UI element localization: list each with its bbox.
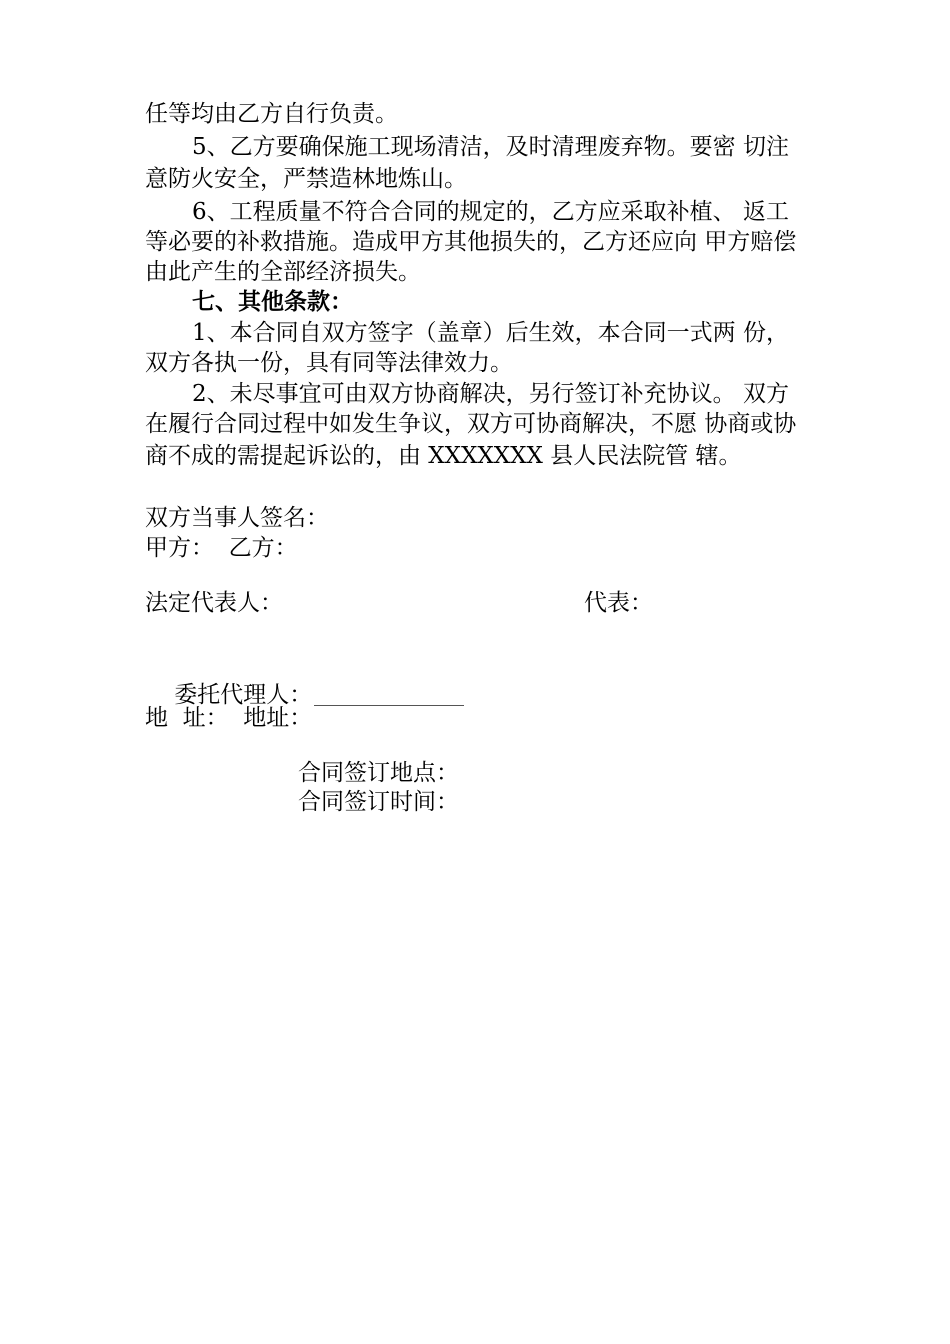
signing-place-label: 合同签订地点： xyxy=(298,760,459,786)
representative-label: 代表： xyxy=(584,590,653,616)
legal-representative-label: 法定代表人： xyxy=(145,590,283,616)
item-2-line-1: 2、未尽事宜可由双方协商解决，另行签订补充协议。 双方 xyxy=(192,381,789,407)
clause-6-line-3: 由此产生的全部经济损失。 xyxy=(145,259,421,285)
item-2-line-2: 在履行合同过程中如发生争议，双方可协商解决，不愿 协商或协 xyxy=(145,411,797,437)
clause-5-line-1: 5、乙方要确保施工现场清洁，及时清理废弃物。要密 切注 xyxy=(192,134,789,160)
item-2-line-3: 商不成的需提起诉讼的，由 XXXXXXX 县人民法院管 辖。 xyxy=(145,443,742,469)
signing-time-label: 合同签订时间： xyxy=(298,789,459,815)
section-heading-other-terms: 七、其他条款： xyxy=(192,289,353,315)
agent-label: 委托代理人： xyxy=(174,682,313,708)
item-1-line-1: 1、本合同自双方签字（盖章）后生效，本合同一式两 份， xyxy=(192,320,789,346)
carryover-line: 任等均由乙方自行负责。 xyxy=(145,101,398,127)
clause-5-line-2: 意防火安全，严禁造林地炼山。 xyxy=(145,166,467,192)
signature-title: 双方当事人签名： xyxy=(145,505,329,531)
parties-label: 甲方： 乙方： xyxy=(145,535,298,561)
agent-signature-line xyxy=(314,685,464,706)
item-1-line-2: 双方各执一份，具有同等法律效力。 xyxy=(145,350,513,376)
clause-6-line-2: 等必要的补救措施。造成甲方其他损失的，乙方还应向 甲方赔偿 xyxy=(145,229,797,255)
address-label: 地 址： 地址： xyxy=(145,705,313,731)
clause-6-line-1: 6、工程质量不符合合同的规定的，乙方应采取补植、 返工 xyxy=(192,199,789,225)
